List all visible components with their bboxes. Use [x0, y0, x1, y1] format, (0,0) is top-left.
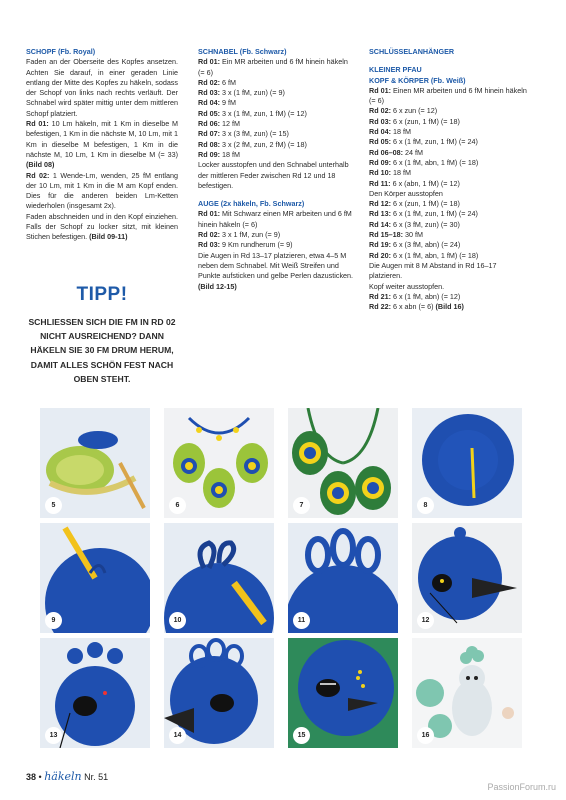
instruction-row: Rd 20: 6 x (1 fM, abn, 1 fM) (= 18)	[369, 250, 479, 260]
instruction-row: Rd 01: Einen MR arbeiten und 6 fM hinein häkeln (= 6)	[369, 85, 527, 106]
instruction-row: Rd 06–08: 24 fM	[369, 147, 423, 157]
instruction-row: Rd 02: 6 fM	[198, 77, 236, 87]
photo-number: 6	[169, 497, 186, 514]
tip-box	[26, 282, 178, 386]
instruction-row: Rd 04: 18 fM	[369, 127, 411, 137]
page-number: 38	[26, 772, 37, 782]
kopf-mid3: Kopf weiter ausstopfen.	[369, 281, 445, 291]
instruction-row: Rd 15–18: 30 fM	[369, 230, 423, 240]
instruction-row: Rd 02: 3 x 1 fM, zun (= 9)	[198, 230, 281, 240]
photo-number: 8	[417, 497, 434, 514]
instruction-row: Rd 21: 6 x (1 fM, abn) (= 12)	[369, 291, 461, 301]
instruction-row: Rd 09: 18 fM	[198, 149, 240, 159]
column-schnabel-auge	[198, 47, 354, 292]
column-anhaenger	[369, 47, 529, 312]
watermark: PassionForum.ru	[487, 782, 556, 792]
photo-number: 13	[45, 727, 62, 744]
instruction-row: Rd 19: 6 x (3 fM, abn) (= 24)	[369, 240, 461, 250]
photo-10	[164, 523, 274, 633]
kopf-mid: Den Körper ausstopfen	[369, 188, 443, 198]
instruction-row: Rd 13: 6 x (1 fM, zun, 1 fM) (= 24)	[369, 209, 478, 219]
section-heading-schopf: SCHOPF (Fb. Royal)	[26, 47, 96, 56]
photo-14	[164, 638, 274, 748]
schopf-intro: Faden an der Oberseite des Kopfes ansetzen. Achten Sie darauf, in einer geraden Linie entlang der Mitte des Kopfes zu häkeln, sodass der Schopf von links nach rechts verläuft. Der Schnabel wird später mittig unter dem mittleren Schopf platziert.	[26, 57, 178, 118]
instruction-row: Rd 07: 3 x (3 fM, zun) (= 15)	[198, 129, 289, 139]
photo-number: 5	[45, 497, 62, 514]
section-heading-pfau: KLEINER PFAU	[369, 65, 422, 75]
instruction-row: Rd 03: 6 x (zun, 1 fM) (= 18)	[369, 116, 460, 126]
photo-number: 10	[169, 612, 186, 629]
instruction-row: Rd 05: 3 x (1 fM, zun, 1 fM) (= 12)	[198, 108, 307, 118]
instruction-row: Rd 10: 18 fM	[369, 168, 411, 178]
photo-16	[412, 638, 522, 748]
photo-7	[288, 408, 398, 518]
photo-12	[412, 523, 522, 633]
instruction-row: Rd 09: 6 x (1 fM, abn, 1 fM) (= 18)	[369, 157, 479, 167]
instruction-row: Rd 03: 3 x (1 fM, zun) (= 9)	[198, 88, 285, 98]
photo-9	[40, 523, 150, 633]
instruction-row: Rd 05: 6 x (1 fM, zun, 1 fM) (= 24)	[369, 137, 478, 147]
photo-11	[288, 523, 398, 633]
instruction-row: Rd 11: 6 x (abn, 1 fM) (= 12)	[369, 178, 460, 188]
instruction-row: Rd 02: 6 x zun (= 12)	[369, 106, 438, 116]
section-heading-anhaenger: SCHLÜSSELANHÄNGER	[369, 47, 455, 56]
instruction-row: Rd 14: 6 x (3 fM, zun) (= 30)	[369, 219, 460, 229]
instruction-row: Rd 01: Ein MR arbeiten und 6 fM hinein häkeln (= 6)	[198, 57, 348, 77]
instruction-row: Rd 04: 9 fM	[198, 98, 236, 108]
tip-title: TIPP!	[76, 284, 128, 305]
photo-8	[412, 408, 522, 518]
photo-number: 15	[293, 727, 310, 744]
photo-number: 14	[169, 727, 186, 744]
schnabel-outro: Locker ausstopfen und den Schnabel unterhalb der mittleren Feder zwischen Rd 12 und 18 befestigen.	[198, 160, 349, 190]
column-schopf	[26, 47, 178, 243]
kopf-rows-a	[369, 86, 529, 189]
photo-number: 16	[417, 727, 434, 744]
kopf-mid2: Die Augen mit 8 M Abstand in Rd 16–17 platzieren.	[369, 260, 497, 281]
instruction-row: Rd 03: 9 Km rundherum (= 9)	[198, 240, 293, 250]
section-heading-kopf: KOPF & KÖRPER (Fb. Weiß)	[369, 75, 466, 85]
footer-bullet: •	[38, 772, 42, 782]
issue-number: Nr. 51	[84, 772, 109, 782]
instruction-row: Rd 06: 12 fM	[198, 119, 240, 129]
kopf-rows-b	[369, 199, 529, 261]
kopf-rows-c	[369, 292, 529, 313]
schopf-outro: Faden abschneiden und in den Kopf einziehen. Falls der Schopf zu locker sitzt, mit kleinen Stichen befestigen. (Bild 09-11)	[26, 211, 178, 242]
photo-5	[40, 408, 150, 518]
photo-6	[164, 408, 274, 518]
photo-15	[288, 638, 398, 748]
auge-outro: Die Augen in Rd 13–17 platzieren, etwa 4–5 M neben dem Schnabel. Mit Weiß Streifen und Punkte aufsticken und gelbe Perlen dazusticken. (Bild 12-15)	[198, 250, 354, 291]
instruction-row: Rd 08: 3 x (2 fM, zun, 2 fM) (= 18)	[198, 139, 307, 149]
tip-text: SCHLIESSEN SICH DIE FM IN RD 02 NICHT AUSREICHEND? DANN HÄKELN SIE 30 FM DRUM HERUM, DAMIT ALLES SCHÖN FEST NACH OBEN STEHT.	[28, 317, 176, 384]
photo-number: 9	[45, 612, 62, 629]
schnabel-rows	[198, 57, 354, 160]
photo-number: 7	[293, 497, 310, 514]
section-heading-auge: AUGE (2x häkeln, Fb. Schwarz)	[198, 199, 305, 209]
auge-rows	[198, 209, 354, 250]
instruction-row: Rd 22: 6 x abn (= 6) (Bild 16)	[369, 302, 464, 312]
section-heading-schnabel: SCHNABEL (Fb. Schwarz)	[198, 47, 287, 56]
schopf-rd01: Rd 01: 10 Lm häkeln, mit 1 Km in dieselbe M befestigen, 1 Km in die nächste M, 10 Lm, mit 1 Km in dieselbe M befestigen, 1 Km in die nächste M, 10 Lm, 1 Km in dieselbe M (= 33) (Bild 08)	[26, 119, 179, 170]
photo-number: 12	[417, 612, 434, 629]
instruction-row: Rd 01: Mit Schwarz einen MR arbeiten und 6 fM hinein häkeln (= 6)	[198, 209, 352, 229]
schopf-rd02: Rd 02: 1 Wende-Lm, wenden, 25 fM entlang der 10 Lm, mit 1 Km in die M am Kopf enden. Dies für die anderen beiden Lm-Ketten wiederholen (insgesamt 2x).	[26, 170, 178, 211]
photo-13	[40, 638, 150, 748]
magazine-name: häkeln	[44, 770, 82, 783]
photo-number: 11	[293, 612, 310, 629]
instruction-row: Rd 12: 6 x (zun, 1 fM) (= 18)	[369, 199, 460, 209]
page-footer	[26, 770, 108, 783]
